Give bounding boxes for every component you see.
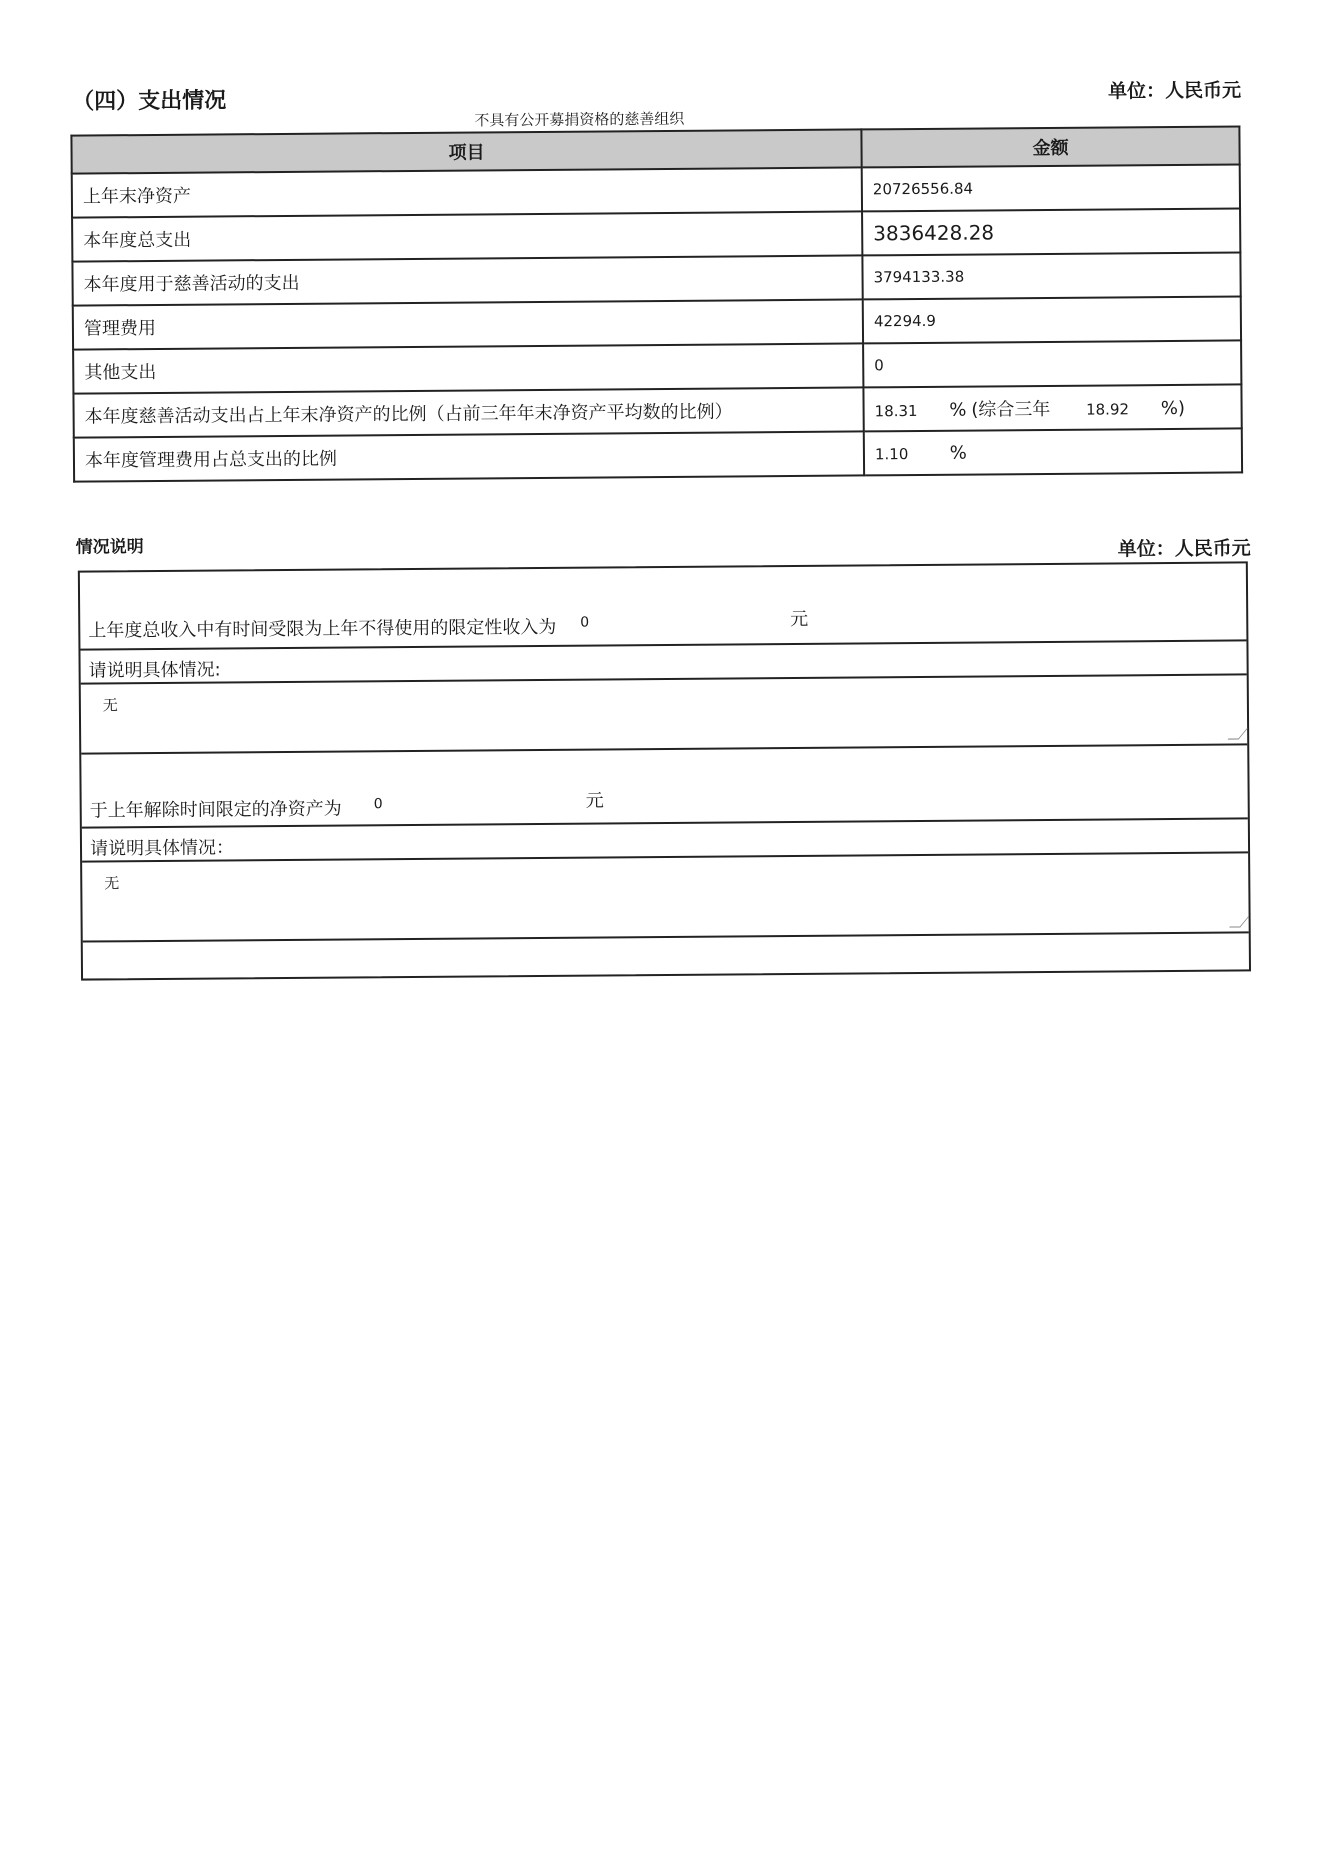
row-amount: 3836428.28 — [862, 208, 1240, 255]
restricted-income-unit: 元 — [790, 608, 809, 630]
percent-sign: % — [949, 442, 967, 464]
percent-sign: % — [949, 399, 967, 421]
restricted-income-row — [80, 563, 1247, 650]
row-item: 上年末净资产 — [72, 167, 862, 217]
section-heading: （四）支出情况 — [72, 88, 227, 115]
row-amount: 42294.9 — [863, 296, 1241, 343]
header-amount: 金额 — [861, 126, 1239, 167]
released-assets-unit: 元 — [585, 790, 604, 812]
org-type-caption: 不具有公开募捐资格的慈善组织 — [474, 109, 685, 130]
released-assets-value: 0 — [373, 796, 383, 813]
notes-title: 情况说明 — [75, 537, 144, 558]
admin-ratio-cell — [864, 428, 1242, 475]
released-assets-row — [81, 745, 1248, 828]
explain-2-label: 请说明具体情况： — [89, 837, 235, 860]
row-amount: 0 — [863, 340, 1241, 387]
admin-ratio-value: 1.10 — [874, 444, 909, 463]
row-item: 本年度管理费用占总支出的比例 — [74, 431, 864, 481]
notes-unit-label: 单位：人民币元 — [1117, 537, 1251, 561]
expense-table — [70, 125, 1243, 482]
combined-ratio-value: 18.92 — [1085, 400, 1130, 419]
charity-ratio-cell — [863, 384, 1241, 431]
explain-1-textarea[interactable] — [81, 675, 1248, 754]
row-item: 其他支出 — [73, 343, 863, 393]
notes-box — [78, 561, 1251, 980]
restricted-income-value: 0 — [580, 614, 590, 631]
explain-2-textarea[interactable] — [82, 853, 1249, 942]
unit-label: 单位：人民币元 — [1108, 79, 1242, 103]
header-item: 项目 — [71, 129, 861, 173]
restricted-income-label: 上年度总收入中有时间受限为上年不得使用的限定性收入为 — [88, 616, 557, 642]
row-item: 本年度总支出 — [72, 211, 862, 261]
row-amount: 20726556.84 — [862, 164, 1240, 211]
resize-grip-icon[interactable] — [1228, 728, 1248, 739]
table-row-admin-ratio — [74, 428, 1242, 481]
row-item: 本年度慈善活动支出占上年末净资产的比例（占前三年年末净资产平均数的比例） — [73, 387, 863, 437]
released-assets-label: 于上年解除时间限定的净资产为 — [89, 798, 342, 822]
row-item: 本年度用于慈善活动的支出 — [72, 255, 862, 305]
combined-suffix: %) — [1160, 397, 1186, 420]
explain-1-label: 请说明具体情况: — [88, 659, 221, 682]
explain-1-content: 无 — [102, 696, 118, 715]
row-amount: 3794133.38 — [862, 252, 1240, 299]
explain-2-content: 无 — [104, 874, 120, 893]
charity-ratio-value: 18.31 — [874, 401, 918, 421]
row-item: 管理费用 — [73, 299, 863, 349]
resize-grip-icon[interactable] — [1229, 916, 1249, 927]
combined-prefix: (综合三年 — [971, 398, 1051, 421]
